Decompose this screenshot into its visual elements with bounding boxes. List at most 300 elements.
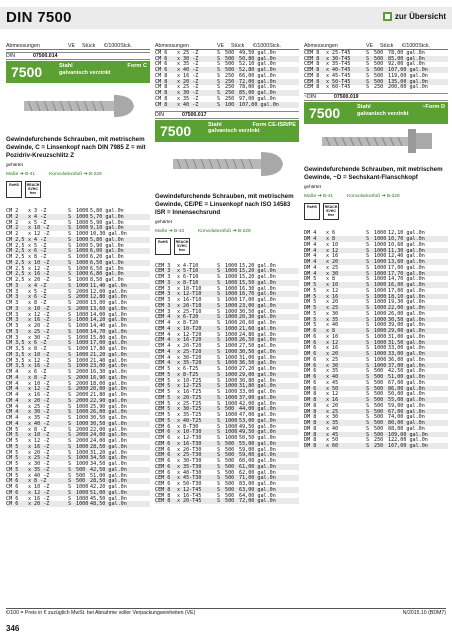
table-cell: x — [326, 437, 330, 444]
table-cell: S — [68, 484, 72, 491]
header-price: €/1000Stck. — [402, 42, 430, 49]
table-cell: 1000 — [76, 248, 89, 255]
table-cell: CM 2,5 — [6, 242, 25, 249]
table-cell: x — [28, 271, 32, 278]
table-cell: 500 — [374, 425, 384, 432]
table-cell: 1000 — [225, 354, 238, 361]
table-cell: 35 -Z — [34, 466, 50, 473]
table-cell: 20 -Z — [34, 277, 50, 284]
table-cell: CEM 6 — [155, 481, 171, 488]
table-cell: S — [217, 331, 221, 338]
table-cell: 23,00 gal.0n — [239, 302, 276, 309]
table-cell: 85,00 gal.0n — [388, 55, 425, 62]
table-cell: 122,00 gal.0n — [388, 437, 428, 444]
table-cell: 21,20 gal.0n — [90, 351, 127, 358]
table-cell: x — [326, 78, 330, 85]
table-cell: 1000 — [76, 489, 89, 496]
table-cell: 8,50 gal.0n — [90, 277, 124, 284]
table-cell: x — [326, 443, 330, 449]
table-cell: 100 — [225, 101, 235, 108]
table-cell: S — [366, 72, 370, 79]
table-cell: 1000 — [76, 259, 89, 266]
table-cell: 2000 — [76, 305, 89, 312]
price-table — [6, 208, 150, 507]
table-cell: 88,00 gal.0n — [388, 425, 425, 432]
table-cell: 16 -Z — [34, 317, 50, 324]
table-cell: S — [68, 317, 72, 324]
table-cell: 500 — [76, 478, 86, 485]
table-cell: 107,00 gal.0n — [388, 67, 428, 74]
table-cell: 30,50 gal.0n — [239, 308, 276, 315]
table-cell: 1000 — [374, 276, 387, 283]
table-cell: 48,50 gal.0n — [90, 501, 127, 508]
rohs-badge: RoHS — [155, 238, 171, 255]
table-cell: 37,00 gal.0n — [388, 362, 425, 369]
product-desc — [56, 61, 150, 83]
table-cell: 15,20 gal.0n — [239, 268, 276, 275]
table-cell: x — [177, 406, 181, 413]
table-cell: 1000 — [374, 293, 387, 300]
table-cell: x — [177, 285, 181, 292]
table-cell: x — [326, 356, 330, 363]
table-cell: 12-T30 — [183, 435, 202, 442]
table-cell: S — [68, 248, 72, 255]
product-title: Gewindefurchende Schrauben, mit metrischem Gewinde, ~D = Sechskant-Flanschkopf — [304, 166, 443, 182]
table-cell: CM 2 — [6, 208, 19, 215]
table-cell: CM 8 — [155, 90, 168, 97]
table-cell: 12 -Z — [34, 489, 50, 496]
table-cell: x — [28, 409, 32, 416]
table-cell: S — [217, 481, 221, 488]
table-cell: DM 4 — [304, 230, 317, 237]
table-cell: x — [177, 331, 181, 338]
product-number: 7500 — [304, 102, 354, 124]
table-cell: CM 5 — [6, 472, 19, 479]
table-cell: 10 -Z — [34, 259, 50, 266]
table-cell: CEM 6 — [155, 423, 171, 430]
price-table — [155, 50, 299, 108]
table-cell: CEM 8 — [304, 78, 320, 85]
table-cell: CEM 3 — [155, 262, 171, 269]
table-cell: DM 4 — [304, 241, 317, 248]
table-cell: S — [217, 274, 221, 281]
table-cell: 2000 — [76, 288, 89, 295]
table-cell: 40-T30 — [183, 469, 202, 476]
price-table — [155, 263, 299, 505]
table-cell: S — [217, 354, 221, 361]
table-cell: 12 -Z — [34, 311, 50, 318]
product-badge[interactable] — [304, 102, 448, 124]
table-cell: S — [217, 492, 221, 499]
product-desc — [205, 120, 299, 142]
table-cell: 50,00 gal.0n — [388, 391, 425, 398]
table-cell: 1000 — [374, 322, 387, 329]
table-cell: 6 -Z — [34, 369, 47, 376]
table-cell: x — [28, 426, 32, 433]
table-cell: x — [177, 498, 181, 505]
product-badge[interactable] — [6, 61, 150, 83]
table-cell: 500 — [225, 55, 235, 62]
table-cell: x — [326, 368, 330, 375]
table-cell: 16,30 gal.0n — [90, 369, 127, 376]
table-cell: 40 -Z — [34, 420, 50, 427]
table-cell: 35-T25 — [183, 412, 202, 419]
table-cell: 1000 — [76, 323, 89, 330]
table-cell: 35 -Z — [183, 95, 199, 102]
table-cell: CM 2 — [6, 213, 19, 220]
table-row — [155, 102, 299, 108]
table-cell: 250 — [374, 443, 384, 449]
table-cell: 1000 — [374, 299, 387, 306]
table-cell: 10 -Z — [34, 432, 50, 439]
table-cell: 25-T30 — [183, 452, 202, 459]
table-cell: 36,50 gal.0n — [239, 360, 276, 367]
table-cell: x — [28, 265, 32, 272]
table-cell: 55,00 gal.0n — [388, 397, 425, 403]
table-cell: 1000 — [225, 429, 238, 436]
overview-link[interactable] — [383, 12, 446, 21]
table-cell: x — [177, 291, 181, 298]
table-cell: 60,00 gal.0n — [239, 458, 276, 465]
column-1 — [6, 42, 150, 507]
table-cell: CEM 4 — [155, 348, 171, 355]
table-cell: CEM 8 — [304, 67, 320, 74]
table-cell: 12,10 gal.0n — [388, 230, 425, 237]
table-cell: 500 — [225, 67, 235, 74]
accessory-link[interactable]: Konvolutexsfuß ➔ B-228 — [347, 194, 400, 200]
compliance-badges — [6, 181, 150, 198]
table-cell: DM 6 — [304, 351, 317, 357]
table-cell: CM 5 — [6, 438, 19, 445]
table-cell: 10-T20 — [183, 325, 202, 332]
table-cell: S — [217, 262, 221, 269]
table-cell: CEM 6 — [155, 452, 171, 459]
article-code: 07500.019 — [333, 94, 359, 101]
table-cell: 12 -Z — [34, 386, 50, 393]
table-cell: 44,00 gal.0n — [239, 406, 276, 413]
table-cell: CEM 6 — [155, 458, 171, 465]
table-cell: 1000 — [374, 328, 387, 334]
table-cell: 64,00 gal.0n — [239, 492, 276, 499]
table-cell: x — [326, 282, 330, 288]
table-cell: 250 — [225, 90, 235, 97]
table-cell: 16-T25 — [183, 389, 202, 396]
table-cell: S — [366, 316, 370, 323]
table-cell: x — [177, 435, 181, 442]
table-cell: x — [326, 236, 330, 242]
header-price: €/1000Stck. — [104, 42, 132, 49]
table-cell: S — [366, 431, 370, 438]
table-cell: CM 8 — [155, 78, 168, 85]
table-cell: DM 4 — [304, 270, 317, 277]
table-cell: S — [68, 472, 72, 479]
table-cell: 2000 — [76, 397, 89, 404]
table-cell: x — [326, 408, 330, 415]
compliance-badges — [155, 238, 299, 255]
table-cell: 26,50 gal.0n — [239, 337, 276, 344]
table-cell: S — [68, 328, 72, 335]
table-cell: DM 6 — [304, 379, 317, 386]
table-cell: 25-T25 — [183, 400, 202, 407]
table-cell: 1000 — [76, 449, 89, 456]
table-cell: CEM 8 — [304, 55, 320, 62]
table-cell: 1000 — [225, 417, 238, 424]
table-cell: 1000 — [225, 291, 238, 298]
table-cell: 16-T10 — [183, 297, 202, 304]
table-cell: 2000 — [76, 380, 89, 387]
table-cell: S — [68, 213, 72, 220]
table-cell: S — [217, 268, 221, 275]
table-cell: 47,00 gal.0n — [239, 412, 276, 419]
table-header — [304, 42, 448, 50]
table-cell: x — [28, 455, 32, 462]
table-cell: CM 6 — [155, 67, 168, 74]
page-header — [0, 0, 452, 39]
table-cell: 16-T30 — [183, 440, 202, 447]
table-cell: 1000 — [76, 213, 89, 220]
accessory-link[interactable]: Konvolutexsfuß ➔ B-228 — [198, 228, 251, 234]
table-cell: x — [28, 449, 32, 456]
table-cell: 10,70 gal.0n — [388, 236, 425, 242]
table-cell: 500 — [374, 368, 384, 375]
table-cell: 12 — [332, 339, 339, 346]
table-cell: 1000 — [225, 371, 238, 378]
table-cell: CM 4 — [6, 369, 19, 376]
table-cell: 1000 — [374, 282, 387, 288]
table-cell: CEM 8 — [304, 84, 320, 91]
table-cell: 109,00 gal.0n — [388, 431, 428, 438]
header-qty: Stück — [380, 42, 394, 49]
table-cell: S — [366, 379, 370, 386]
table-cell: 8 — [332, 276, 336, 283]
form: Form C — [127, 63, 147, 69]
dimensions-link[interactable]: Maße ➔ B-41 — [6, 172, 36, 178]
table-cell: CEM 3 — [155, 291, 171, 298]
table-cell: 1000 — [76, 409, 89, 416]
table-cell: x — [28, 219, 32, 226]
table-cell: x — [177, 55, 181, 62]
table-cell: 15,20 gal.0n — [239, 274, 276, 281]
table-cell: 71,00 gal.0n — [239, 475, 276, 482]
table-cell: 500 — [225, 469, 235, 476]
table-cell: 20-T25 — [183, 394, 202, 401]
table-cell: 500 — [225, 481, 235, 488]
table-cell: 10-T30 — [183, 429, 202, 436]
table-cell: 51,00 gal.0n — [90, 472, 127, 479]
table-cell: S — [366, 67, 370, 74]
table-cell: S — [217, 452, 221, 459]
table-cell: 500 — [225, 440, 235, 447]
table-cell: 78,00 gal.0n — [239, 84, 276, 91]
table-cell: CM 2,5 — [6, 236, 25, 243]
table-cell: x — [28, 489, 32, 496]
table-cell: DM 8 — [304, 431, 317, 438]
table-cell: x — [28, 225, 32, 232]
table-cell: S — [366, 402, 370, 409]
table-cell: x — [28, 363, 32, 370]
product-din — [304, 94, 448, 101]
table-cell: S — [217, 371, 221, 378]
table-cell: x — [326, 305, 330, 311]
table-cell: 2000 — [76, 392, 89, 399]
table-cell: S — [366, 339, 370, 346]
table-cell: S — [68, 489, 72, 496]
table-cell: 1000 — [76, 231, 89, 238]
table-cell: 1000 — [76, 357, 89, 364]
table-cell: 10 -Z — [34, 351, 50, 358]
table-cell: 5,90 gal.0n — [90, 219, 124, 226]
table-cell: 1000 — [225, 389, 238, 396]
table-cell: 4 -Z — [34, 236, 47, 243]
table-cell: x — [326, 270, 330, 277]
table-cell: 16,70 gal.0n — [239, 291, 276, 298]
table-cell: 1000 — [76, 219, 89, 226]
table-cell: S — [366, 351, 370, 357]
dimensions-link[interactable]: Maße ➔ B-41 — [304, 194, 334, 200]
table-cell: S — [68, 357, 72, 364]
table-cell: S — [366, 253, 370, 260]
table-cell: 62,00 gal.0n — [239, 469, 276, 476]
table-cell: S — [217, 435, 221, 442]
table-cell: 40 -Z — [34, 472, 50, 479]
table-cell: 12 — [332, 287, 339, 294]
table-cell: 20 -Z — [34, 397, 50, 404]
table-cell: 21,60 gal.0n — [239, 325, 276, 332]
table-cell: x — [28, 501, 32, 508]
table-cell: x — [326, 84, 330, 91]
table-cell: 22,90 gal.0n — [90, 397, 127, 404]
table-cell: DM 8 — [304, 397, 317, 403]
table-cell: DM 8 — [304, 425, 317, 432]
table-cell: 500 — [225, 486, 235, 493]
table-cell: S — [217, 366, 221, 373]
dimensions-link[interactable]: Maße ➔ B-43 — [155, 228, 185, 234]
table-cell: 500 — [374, 72, 384, 79]
table-cell: CM 4 — [6, 374, 19, 381]
table-cell: x — [28, 213, 32, 220]
table-cell: 500 — [374, 431, 384, 438]
table-cell: CEM 5 — [155, 417, 171, 424]
table-cell: DM 6 — [304, 345, 317, 352]
table-cell: DM 8 — [304, 443, 317, 449]
table-cell: 25 — [332, 408, 339, 415]
table-cell: S — [217, 412, 221, 419]
table-cell: DM 6 — [304, 356, 317, 363]
table-cell: 1000 — [225, 308, 238, 315]
table-cell: DM 6 — [304, 374, 317, 380]
table-cell: 500 — [374, 374, 384, 380]
table-cell: 500 — [374, 391, 384, 398]
accessory-link[interactable]: Konvolutexsfuß ➔ B-228 — [49, 172, 102, 178]
table-cell: CEM 3 — [155, 302, 171, 309]
price-table — [304, 230, 448, 449]
table-cell: 2000 — [76, 426, 89, 433]
table-cell: 16 -Z — [34, 392, 50, 399]
table-cell: S — [217, 84, 221, 91]
table-cell: 51,00 gal.0n — [388, 374, 425, 380]
table-cell: 8 -Z — [34, 346, 47, 353]
form: ~Form D — [422, 104, 445, 111]
table-cell: 60-T45 — [332, 84, 351, 91]
table-cell: 8 -Z — [34, 478, 47, 485]
table-cell: 24,00 gal.0n — [90, 432, 127, 439]
table-cell: x — [177, 429, 181, 436]
table-cell: 1000 — [374, 259, 387, 265]
table-cell: 20,30 gal.0n — [239, 314, 276, 321]
table-cell: x — [28, 420, 32, 427]
table-cell: 8-T10 — [183, 279, 199, 286]
table-cell: x — [177, 67, 181, 74]
table-cell: CEM 5 — [155, 383, 171, 390]
screw-image — [6, 87, 150, 125]
table-cell: 1000 — [225, 377, 238, 384]
table-cell: S — [68, 380, 72, 387]
table-cell: S — [68, 288, 72, 295]
table-cell: 8 -Z — [34, 254, 47, 261]
table-cell: CEM 6 — [155, 429, 171, 436]
table-cell: x — [28, 231, 32, 238]
table-cell: 30 — [332, 362, 339, 369]
table-cell: CEM 5 — [155, 412, 171, 419]
table-cell: S — [366, 356, 370, 363]
table-cell: 45-T45 — [332, 72, 351, 79]
product-din — [155, 112, 299, 119]
table-cell: S — [68, 208, 72, 215]
table-cell: CM 8 — [155, 84, 168, 91]
table-cell: S — [217, 486, 221, 493]
table-cell: 500 — [374, 408, 384, 415]
table-cell: 20 -Z — [34, 323, 50, 330]
table-cell: CM 3 — [6, 323, 19, 330]
table-cell: x — [28, 208, 32, 215]
table-cell: x — [326, 345, 330, 352]
table-cell: 35 -Z — [183, 61, 199, 68]
table-cell: CEM 5 — [155, 377, 171, 384]
table-cell: 20-T20 — [183, 343, 202, 350]
table-cell: CEM 4 — [155, 331, 171, 338]
table-cell: CEM 4 — [155, 320, 171, 327]
product-badge[interactable] — [155, 120, 299, 142]
table-cell: 25 — [332, 305, 339, 311]
table-cell: 4 -Z — [34, 282, 47, 289]
table-cell: 59,00 gal.0n — [388, 402, 425, 409]
table-cell: S — [68, 277, 72, 284]
price-table — [304, 50, 448, 90]
table-cell: 20 — [332, 351, 339, 357]
product-links — [304, 194, 448, 199]
table-cell: 8 — [332, 328, 336, 334]
table-cell: S — [68, 438, 72, 445]
table-cell: S — [217, 389, 221, 396]
table-row — [6, 501, 150, 507]
finish: galvanisch verzinkt — [208, 128, 260, 135]
table-cell: x — [28, 340, 32, 347]
table-cell: CM 6 — [155, 49, 168, 56]
table-cell: 50 — [332, 385, 339, 392]
table-cell: 4-T10 — [183, 262, 199, 269]
table-cell: S — [68, 455, 72, 462]
table-cell: x — [177, 371, 181, 378]
table-cell: 80,00 gal.0n — [388, 420, 425, 426]
table-cell: 25 -Z — [34, 403, 50, 410]
table-cell: 1000 — [374, 270, 387, 277]
table-cell: 60 — [332, 443, 339, 449]
table-cell: 67,00 gal.0n — [388, 408, 425, 415]
table-cell: x — [326, 67, 330, 74]
table-cell: 85,00 gal.0n — [239, 90, 276, 97]
table-cell: 10 -Z — [34, 484, 50, 491]
table-cell: CM 6 — [6, 484, 19, 491]
